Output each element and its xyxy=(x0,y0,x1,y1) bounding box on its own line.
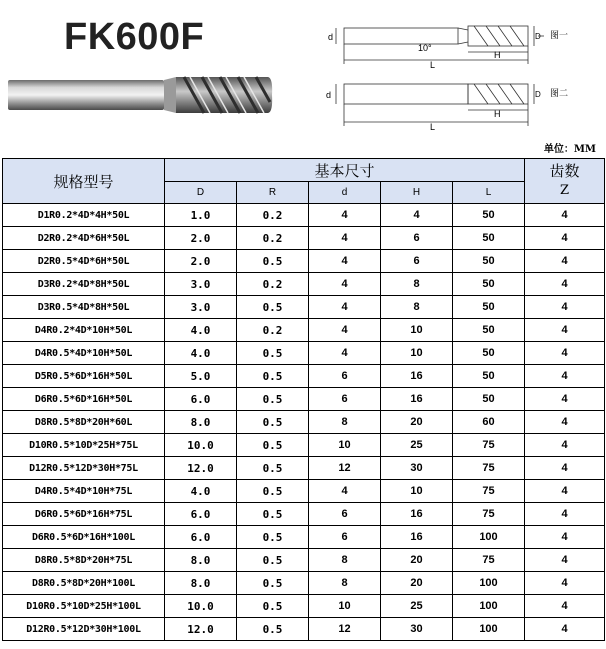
dim-label-d: d xyxy=(328,32,334,42)
cell-z: 4 xyxy=(525,411,605,434)
cell-r: 0.5 xyxy=(237,480,309,503)
cell-d: 2.0 xyxy=(165,250,237,273)
cell-d: 6.0 xyxy=(165,503,237,526)
cell-r: 0.5 xyxy=(237,365,309,388)
cell-d: 4 xyxy=(309,319,381,342)
dim-label-L: L xyxy=(430,60,436,70)
cell-r: 0.5 xyxy=(237,296,309,319)
cell-l: 50 xyxy=(453,227,525,250)
product-title: FK600F xyxy=(64,16,205,58)
cell-d: 6 xyxy=(309,388,381,411)
cell-d: 8.0 xyxy=(165,549,237,572)
table-row xyxy=(3,388,605,411)
cell-d: 6.0 xyxy=(165,388,237,411)
cell-l: 50 xyxy=(453,273,525,296)
cell-l: 50 xyxy=(453,204,525,227)
cell-model: D5R0.5*6D*16H*50L xyxy=(3,365,165,388)
cell-d: 4 xyxy=(309,296,381,319)
cell-d: 12 xyxy=(309,457,381,480)
cell-d: 12 xyxy=(309,618,381,641)
cell-z: 4 xyxy=(525,227,605,250)
cell-d: 4 xyxy=(309,342,381,365)
table-row xyxy=(3,434,605,457)
cell-model: D2R0.5*4D*6H*50L xyxy=(3,250,165,273)
cell-model: D1R0.2*4D*4H*50L xyxy=(3,204,165,227)
cell-z: 4 xyxy=(525,503,605,526)
cell-z: 4 xyxy=(525,526,605,549)
cell-l: 50 xyxy=(453,250,525,273)
cell-r: 0.5 xyxy=(237,388,309,411)
dim-label-angle: 10° xyxy=(418,43,432,53)
cell-r: 0.2 xyxy=(237,227,309,250)
table-row xyxy=(3,618,605,641)
cell-h: 8 xyxy=(381,296,453,319)
technical-drawing-1 xyxy=(318,18,606,70)
cell-d: 12.0 xyxy=(165,457,237,480)
cell-r: 0.5 xyxy=(237,526,309,549)
cell-d: 3.0 xyxy=(165,296,237,319)
table-row xyxy=(3,273,605,296)
unit-label: 单位：MM xyxy=(543,144,596,155)
cell-d: 3.0 xyxy=(165,273,237,296)
header-col-H: H xyxy=(381,182,453,204)
cell-h: 25 xyxy=(381,595,453,618)
header-teeth-label: 齿数 xyxy=(549,162,580,180)
cell-z: 4 xyxy=(525,618,605,641)
cell-z: 4 xyxy=(525,319,605,342)
table-row xyxy=(3,411,605,434)
dim-label-D-2: D xyxy=(535,90,541,99)
cell-z: 4 xyxy=(525,480,605,503)
cell-r: 0.5 xyxy=(237,503,309,526)
cell-d: 4 xyxy=(309,250,381,273)
cell-d: 12.0 xyxy=(165,618,237,641)
header-col-D: D xyxy=(165,182,237,204)
cell-model: D4R0.5*4D*10H*75L xyxy=(3,480,165,503)
cell-model: D3R0.5*4D*8H*50L xyxy=(3,296,165,319)
cell-z: 4 xyxy=(525,595,605,618)
cell-d: 10.0 xyxy=(165,434,237,457)
cell-l: 100 xyxy=(453,618,525,641)
cell-r: 0.5 xyxy=(237,618,309,641)
cell-model: D4R0.2*4D*10H*50L xyxy=(3,319,165,342)
cell-r: 0.5 xyxy=(237,342,309,365)
cell-h: 20 xyxy=(381,411,453,434)
cell-model: D8R0.5*8D*20H*100L xyxy=(3,572,165,595)
cell-d: 10.0 xyxy=(165,595,237,618)
cell-r: 0.2 xyxy=(237,204,309,227)
cell-d: 8.0 xyxy=(165,572,237,595)
table-row xyxy=(3,480,605,503)
cell-l: 60 xyxy=(453,411,525,434)
cell-l: 100 xyxy=(453,572,525,595)
cell-d: 4.0 xyxy=(165,342,237,365)
cell-model: D6R0.5*6D*16H*75L xyxy=(3,503,165,526)
cell-model: D8R0.5*8D*20H*75L xyxy=(3,549,165,572)
cell-h: 25 xyxy=(381,434,453,457)
cell-z: 4 xyxy=(525,365,605,388)
header-teeth-symbol: Z xyxy=(559,183,570,198)
cell-h: 30 xyxy=(381,618,453,641)
cell-d: 4.0 xyxy=(165,480,237,503)
cell-l: 75 xyxy=(453,549,525,572)
cell-l: 50 xyxy=(453,342,525,365)
header-col-R: R xyxy=(237,182,309,204)
dim-label-H: H xyxy=(494,50,501,60)
cell-d: 4 xyxy=(309,273,381,296)
table-row xyxy=(3,526,605,549)
cell-d: 10 xyxy=(309,595,381,618)
cell-z: 4 xyxy=(525,572,605,595)
cell-d: 4 xyxy=(309,227,381,250)
dim-label-H-2: H xyxy=(494,109,501,119)
header-teeth xyxy=(525,159,605,204)
cell-h: 16 xyxy=(381,388,453,411)
cell-d: 4 xyxy=(309,480,381,503)
cell-d: 4 xyxy=(309,204,381,227)
cell-model: D12R0.5*12D*30H*75L xyxy=(3,457,165,480)
dim-label-L-2: L xyxy=(430,122,436,132)
cell-l: 75 xyxy=(453,480,525,503)
cell-d: 8 xyxy=(309,411,381,434)
spec-table xyxy=(2,158,605,641)
cell-d: 6 xyxy=(309,526,381,549)
cell-r: 0.5 xyxy=(237,434,309,457)
cell-l: 100 xyxy=(453,526,525,549)
cell-h: 10 xyxy=(381,342,453,365)
table-row xyxy=(3,227,605,250)
table-row xyxy=(3,319,605,342)
cell-l: 75 xyxy=(453,503,525,526)
cell-d: 5.0 xyxy=(165,365,237,388)
header-basic-dimensions: 基本尺寸 xyxy=(165,159,525,182)
cell-d: 6.0 xyxy=(165,526,237,549)
table-row xyxy=(3,250,605,273)
cell-z: 4 xyxy=(525,273,605,296)
technical-drawing-2 xyxy=(318,76,606,132)
cell-r: 0.5 xyxy=(237,457,309,480)
header-col-L: L xyxy=(453,182,525,204)
cell-model: D8R0.5*8D*20H*60L xyxy=(3,411,165,434)
cell-d: 6 xyxy=(309,365,381,388)
cell-model: D4R0.5*4D*10H*50L xyxy=(3,342,165,365)
cell-z: 4 xyxy=(525,250,605,273)
cell-l: 50 xyxy=(453,296,525,319)
cell-d: 6 xyxy=(309,503,381,526)
dim-label-d-2: d xyxy=(326,90,332,100)
cell-l: 100 xyxy=(453,595,525,618)
cell-z: 4 xyxy=(525,296,605,319)
cell-h: 6 xyxy=(381,250,453,273)
cell-r: 0.5 xyxy=(237,250,309,273)
cell-l: 50 xyxy=(453,319,525,342)
cell-model: D10R0.5*10D*25H*100L xyxy=(3,595,165,618)
cell-model: D3R0.2*4D*8H*50L xyxy=(3,273,165,296)
cell-h: 8 xyxy=(381,273,453,296)
dim-label-D: D xyxy=(535,32,541,41)
cell-z: 4 xyxy=(525,457,605,480)
table-row xyxy=(3,204,605,227)
table-row xyxy=(3,503,605,526)
cell-z: 4 xyxy=(525,204,605,227)
table-row xyxy=(3,457,605,480)
cell-r: 0.5 xyxy=(237,572,309,595)
cell-h: 20 xyxy=(381,549,453,572)
figure-label-1: 图一 xyxy=(550,31,569,41)
cell-r: 0.2 xyxy=(237,319,309,342)
table-row xyxy=(3,549,605,572)
header-model: 规格型号 xyxy=(3,159,165,204)
cell-d: 8.0 xyxy=(165,411,237,434)
cell-z: 4 xyxy=(525,388,605,411)
table-row xyxy=(3,296,605,319)
cell-r: 0.5 xyxy=(237,411,309,434)
cell-d: 1.0 xyxy=(165,204,237,227)
cell-h: 16 xyxy=(381,365,453,388)
cell-model: D12R0.5*12D*30H*100L xyxy=(3,618,165,641)
table-row xyxy=(3,595,605,618)
cell-l: 50 xyxy=(453,388,525,411)
cell-l: 75 xyxy=(453,434,525,457)
cell-r: 0.5 xyxy=(237,595,309,618)
cell-h: 20 xyxy=(381,572,453,595)
cell-model: D6R0.5*6D*16H*100L xyxy=(3,526,165,549)
end-mill-photo xyxy=(6,72,274,116)
cell-z: 4 xyxy=(525,342,605,365)
cell-model: D2R0.2*4D*6H*50L xyxy=(3,227,165,250)
cell-h: 16 xyxy=(381,503,453,526)
cell-h: 4 xyxy=(381,204,453,227)
cell-h: 10 xyxy=(381,480,453,503)
figure-label-2: 图二 xyxy=(550,89,569,99)
table-row xyxy=(3,365,605,388)
cell-d: 8 xyxy=(309,549,381,572)
cell-model: D6R0.5*6D*16H*50L xyxy=(3,388,165,411)
cell-h: 30 xyxy=(381,457,453,480)
cell-d: 2.0 xyxy=(165,227,237,250)
cell-d: 4.0 xyxy=(165,319,237,342)
cell-z: 4 xyxy=(525,549,605,572)
cell-model: D10R0.5*10D*25H*75L xyxy=(3,434,165,457)
cell-d: 10 xyxy=(309,434,381,457)
table-row xyxy=(3,572,605,595)
header-col-d: d xyxy=(309,182,381,204)
cell-r: 0.2 xyxy=(237,273,309,296)
table-row xyxy=(3,342,605,365)
cell-l: 50 xyxy=(453,365,525,388)
cell-h: 10 xyxy=(381,319,453,342)
cell-z: 4 xyxy=(525,434,605,457)
cell-l: 75 xyxy=(453,457,525,480)
cell-r: 0.5 xyxy=(237,549,309,572)
cell-h: 16 xyxy=(381,526,453,549)
cell-d: 8 xyxy=(309,572,381,595)
cell-h: 6 xyxy=(381,227,453,250)
